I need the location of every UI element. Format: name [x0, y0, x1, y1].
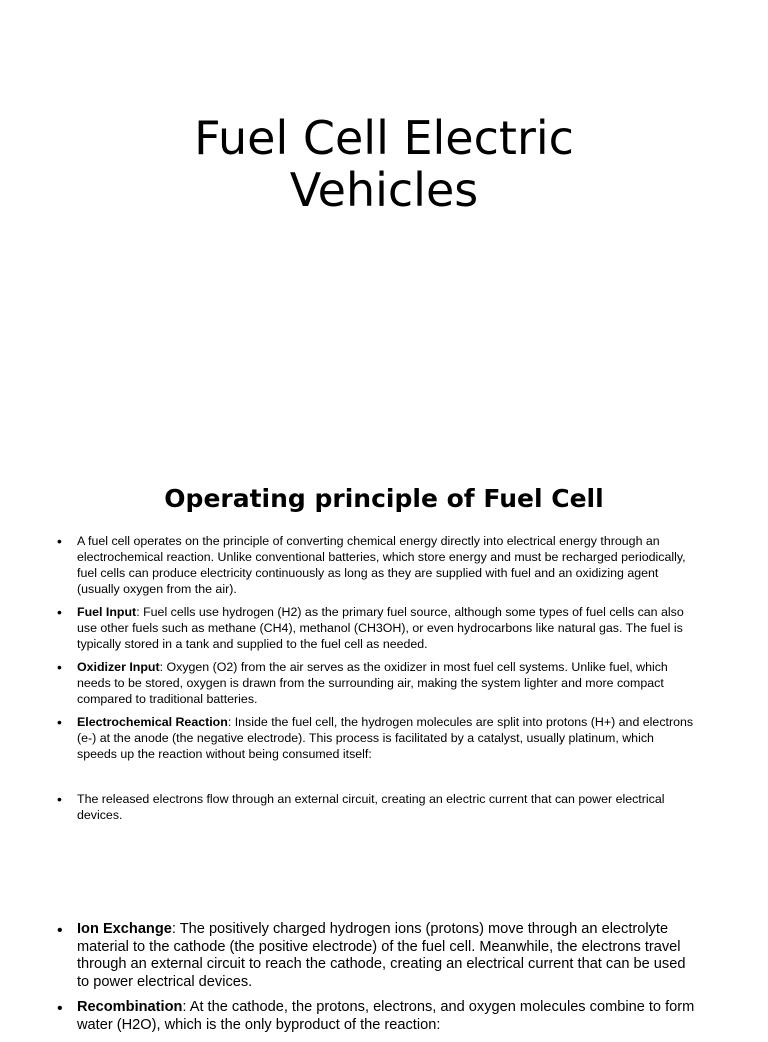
bullet-term: Oxidizer Input [77, 660, 160, 674]
slide-title-line-2: Vehicles [289, 163, 479, 217]
bullet-text [77, 533, 695, 597]
bullet-body: : The positively charged hydrogen ions (protons) move through an electrolyte material to the cathode (the positive electrode) of the fuel cell. Meanwhile, the electrons travel through an external circuit to reach the cathode, creating an electrical current that can be used to power electrical devices. [77, 921, 686, 990]
bullet-list-electrons [0, 791, 768, 830]
bullet-icon: • [57, 791, 62, 807]
bullet-icon: • [57, 922, 63, 939]
list-item [0, 999, 768, 1034]
bullet-icon: • [57, 714, 62, 730]
bullet-text [77, 921, 695, 991]
bullet-body: : Oxygen (O2) from the air serves as the oxidizer in most fuel cell systems. Unlike fuel, which needs to be stored, oxygen is drawn from the surrounding air, making the system lighter and more compact compared to traditional batteries. [77, 660, 668, 706]
list-item [0, 604, 768, 652]
bullet-term: Recombination [77, 999, 183, 1015]
bullet-body: The released electrons flow through an external circuit, creating an electric current that can power electrical devices. [77, 792, 665, 822]
bullet-text [77, 714, 695, 762]
bullet-icon: • [57, 604, 62, 620]
list-item [0, 714, 768, 762]
bullet-icon: • [57, 1000, 63, 1017]
bullet-icon: • [57, 533, 62, 549]
bullet-body: A fuel cell operates on the principle of converting chemical energy directly into electrical energy through an electrochemical reaction. Unlike conventional batteries, which store energy and must be recharged periodically, fuel cells can produce electricity continuously as long as they are supplied with fuel and an oxidizing agent (usually oxygen from the air). [77, 534, 686, 596]
bullet-text [77, 604, 695, 652]
bullet-text [77, 659, 695, 707]
list-item [0, 921, 768, 991]
section-heading: Operating principle of Fuel Cell [164, 484, 604, 513]
bullet-term: Ion Exchange [77, 921, 172, 937]
bullet-body: : Fuel cells use hydrogen (H2) as the primary fuel source, although some types of fuel cells can also use other fuels such as methane (CH4), methanol (CH3OH), or even hydrocarbons like natural gas. The fuel is typically stored in a tank and supplied to the fuel cell as needed. [77, 605, 684, 651]
bullet-body: : Inside the fuel cell, the hydrogen molecules are split into protons (H+) and electrons (e-) at the anode (the negative electrode). This process is facilitated by a catalyst, usually platinum, which speeds up the reaction without being consumed itself: [77, 715, 694, 761]
bullet-text [77, 999, 695, 1034]
bullet-list-principles [0, 533, 768, 769]
bullet-text [77, 791, 695, 823]
list-item [0, 533, 768, 597]
bullet-term: Fuel Input [77, 605, 137, 619]
slide-title [0, 112, 768, 216]
bullet-icon: • [57, 659, 62, 675]
slide-title-line-1: Fuel Cell Electric [194, 111, 574, 165]
bullet-body: : At the cathode, the protons, electrons, and oxygen molecules combine to form water (H2O), which is the only byproduct of the reaction: [77, 999, 695, 1033]
bullet-term: Electrochemical Reaction [77, 715, 228, 729]
list-item [0, 791, 768, 823]
list-item [0, 659, 768, 707]
